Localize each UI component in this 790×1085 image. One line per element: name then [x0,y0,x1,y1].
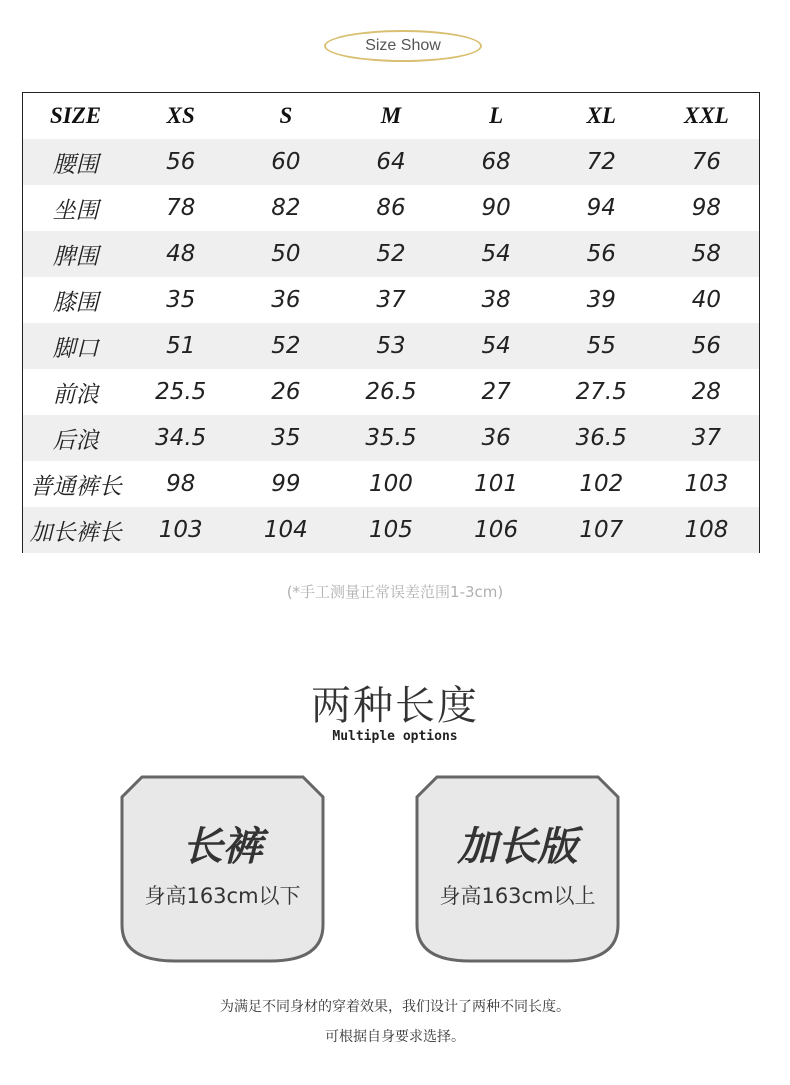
footer-line-2: 可根据自身要求选择。 [325,1029,465,1045]
size-value: 58 [654,231,759,277]
size-value: 100 [369,471,413,497]
table-row [23,277,759,323]
header-cell: M [380,103,402,128]
size-value: 53 [338,323,443,369]
size-value: 25.5 [155,379,207,405]
size-value: 99 [271,471,301,497]
size-value: 36 [271,287,301,313]
size-value: 48 [128,231,233,277]
size-value: 34.5 [128,415,233,461]
table-row [23,507,759,553]
size-value: 39 [586,287,616,313]
measurement-note: (*手工测量正常误差范围1-3cm) [286,583,504,601]
size-value: 101 [474,471,519,497]
size-value: 36.5 [549,415,654,461]
card-title: 加长版 [457,824,578,870]
size-value: 64 [338,139,443,185]
measurement-label: 脚口 [23,323,128,369]
header-cell: XS [166,103,195,128]
measurement-label: 前浪 [52,381,99,408]
section-title: 两种长度 [311,683,479,729]
footer-line-1: 为满足不同身材的穿着效果，我们设计了两种不同长度。 [220,999,570,1015]
card-desc: 身高163cm以上 [439,884,596,908]
option-card-regular [120,775,325,963]
size-value: 105 [338,507,443,553]
measurement-label: 加长裤长 [23,507,128,553]
option-card-long [415,775,620,963]
header-cell: S [279,103,293,128]
table-row [23,415,759,461]
size-value: 28 [691,379,722,405]
size-value: 52 [338,231,443,277]
size-value: 51 [128,323,233,369]
header-cell: XL [586,103,616,128]
size-table [22,92,760,553]
table-row [23,461,759,507]
section-subtitle: Multiple options [332,729,458,744]
size-value: 50 [233,231,338,277]
size-value: 68 [444,139,549,185]
size-value: 98 [166,471,196,497]
size-value: 54 [444,323,549,369]
size-value: 56 [549,231,654,277]
size-value: 72 [549,139,654,185]
size-value: 27.5 [575,379,627,405]
table-header-row [23,93,759,139]
size-value: 60 [233,139,338,185]
size-show-badge: Size Show [324,30,482,62]
size-value: 107 [549,507,654,553]
size-value: 52 [233,323,338,369]
size-value: 26 [271,379,301,405]
header-cell: SIZE [50,103,102,128]
measurement-label: 膝围 [52,289,99,316]
size-value: 108 [654,507,759,553]
table-row [23,323,759,369]
size-value: 35 [233,415,338,461]
size-value: 54 [444,231,549,277]
size-value: 106 [444,507,549,553]
header-cell: XXL [684,103,729,128]
card-title: 长裤 [182,824,263,870]
size-value: 35 [166,287,196,313]
size-value: 55 [549,323,654,369]
size-value: 40 [691,287,722,313]
size-value: 103 [684,471,729,497]
size-value: 26.5 [365,379,417,405]
size-value: 35.5 [338,415,443,461]
size-value: 56 [654,323,759,369]
size-value: 37 [376,287,406,313]
table-row [23,185,759,231]
size-value: 56 [128,139,233,185]
size-value: 76 [654,139,759,185]
size-value: 78 [166,195,196,221]
size-value: 36 [444,415,549,461]
measurement-label: 普通裤长 [29,473,122,500]
size-value: 86 [376,195,406,221]
header-cell: L [489,103,504,128]
size-value: 82 [271,195,301,221]
measurement-label: 脾围 [23,231,128,277]
table-row [23,369,759,415]
size-value: 27 [481,379,511,405]
size-value: 37 [654,415,759,461]
measurement-label: 腰围 [23,139,128,185]
size-value: 94 [586,195,616,221]
size-value: 90 [481,195,511,221]
table-row [23,139,759,185]
measurement-label: 坐围 [52,197,99,224]
size-value: 103 [128,507,233,553]
card-desc: 身高163cm以下 [144,884,301,908]
size-value: 102 [579,471,624,497]
size-value: 38 [481,287,511,313]
size-value: 104 [233,507,338,553]
measurement-label: 后浪 [23,415,128,461]
size-value: 98 [691,195,722,221]
table-row [23,231,759,277]
